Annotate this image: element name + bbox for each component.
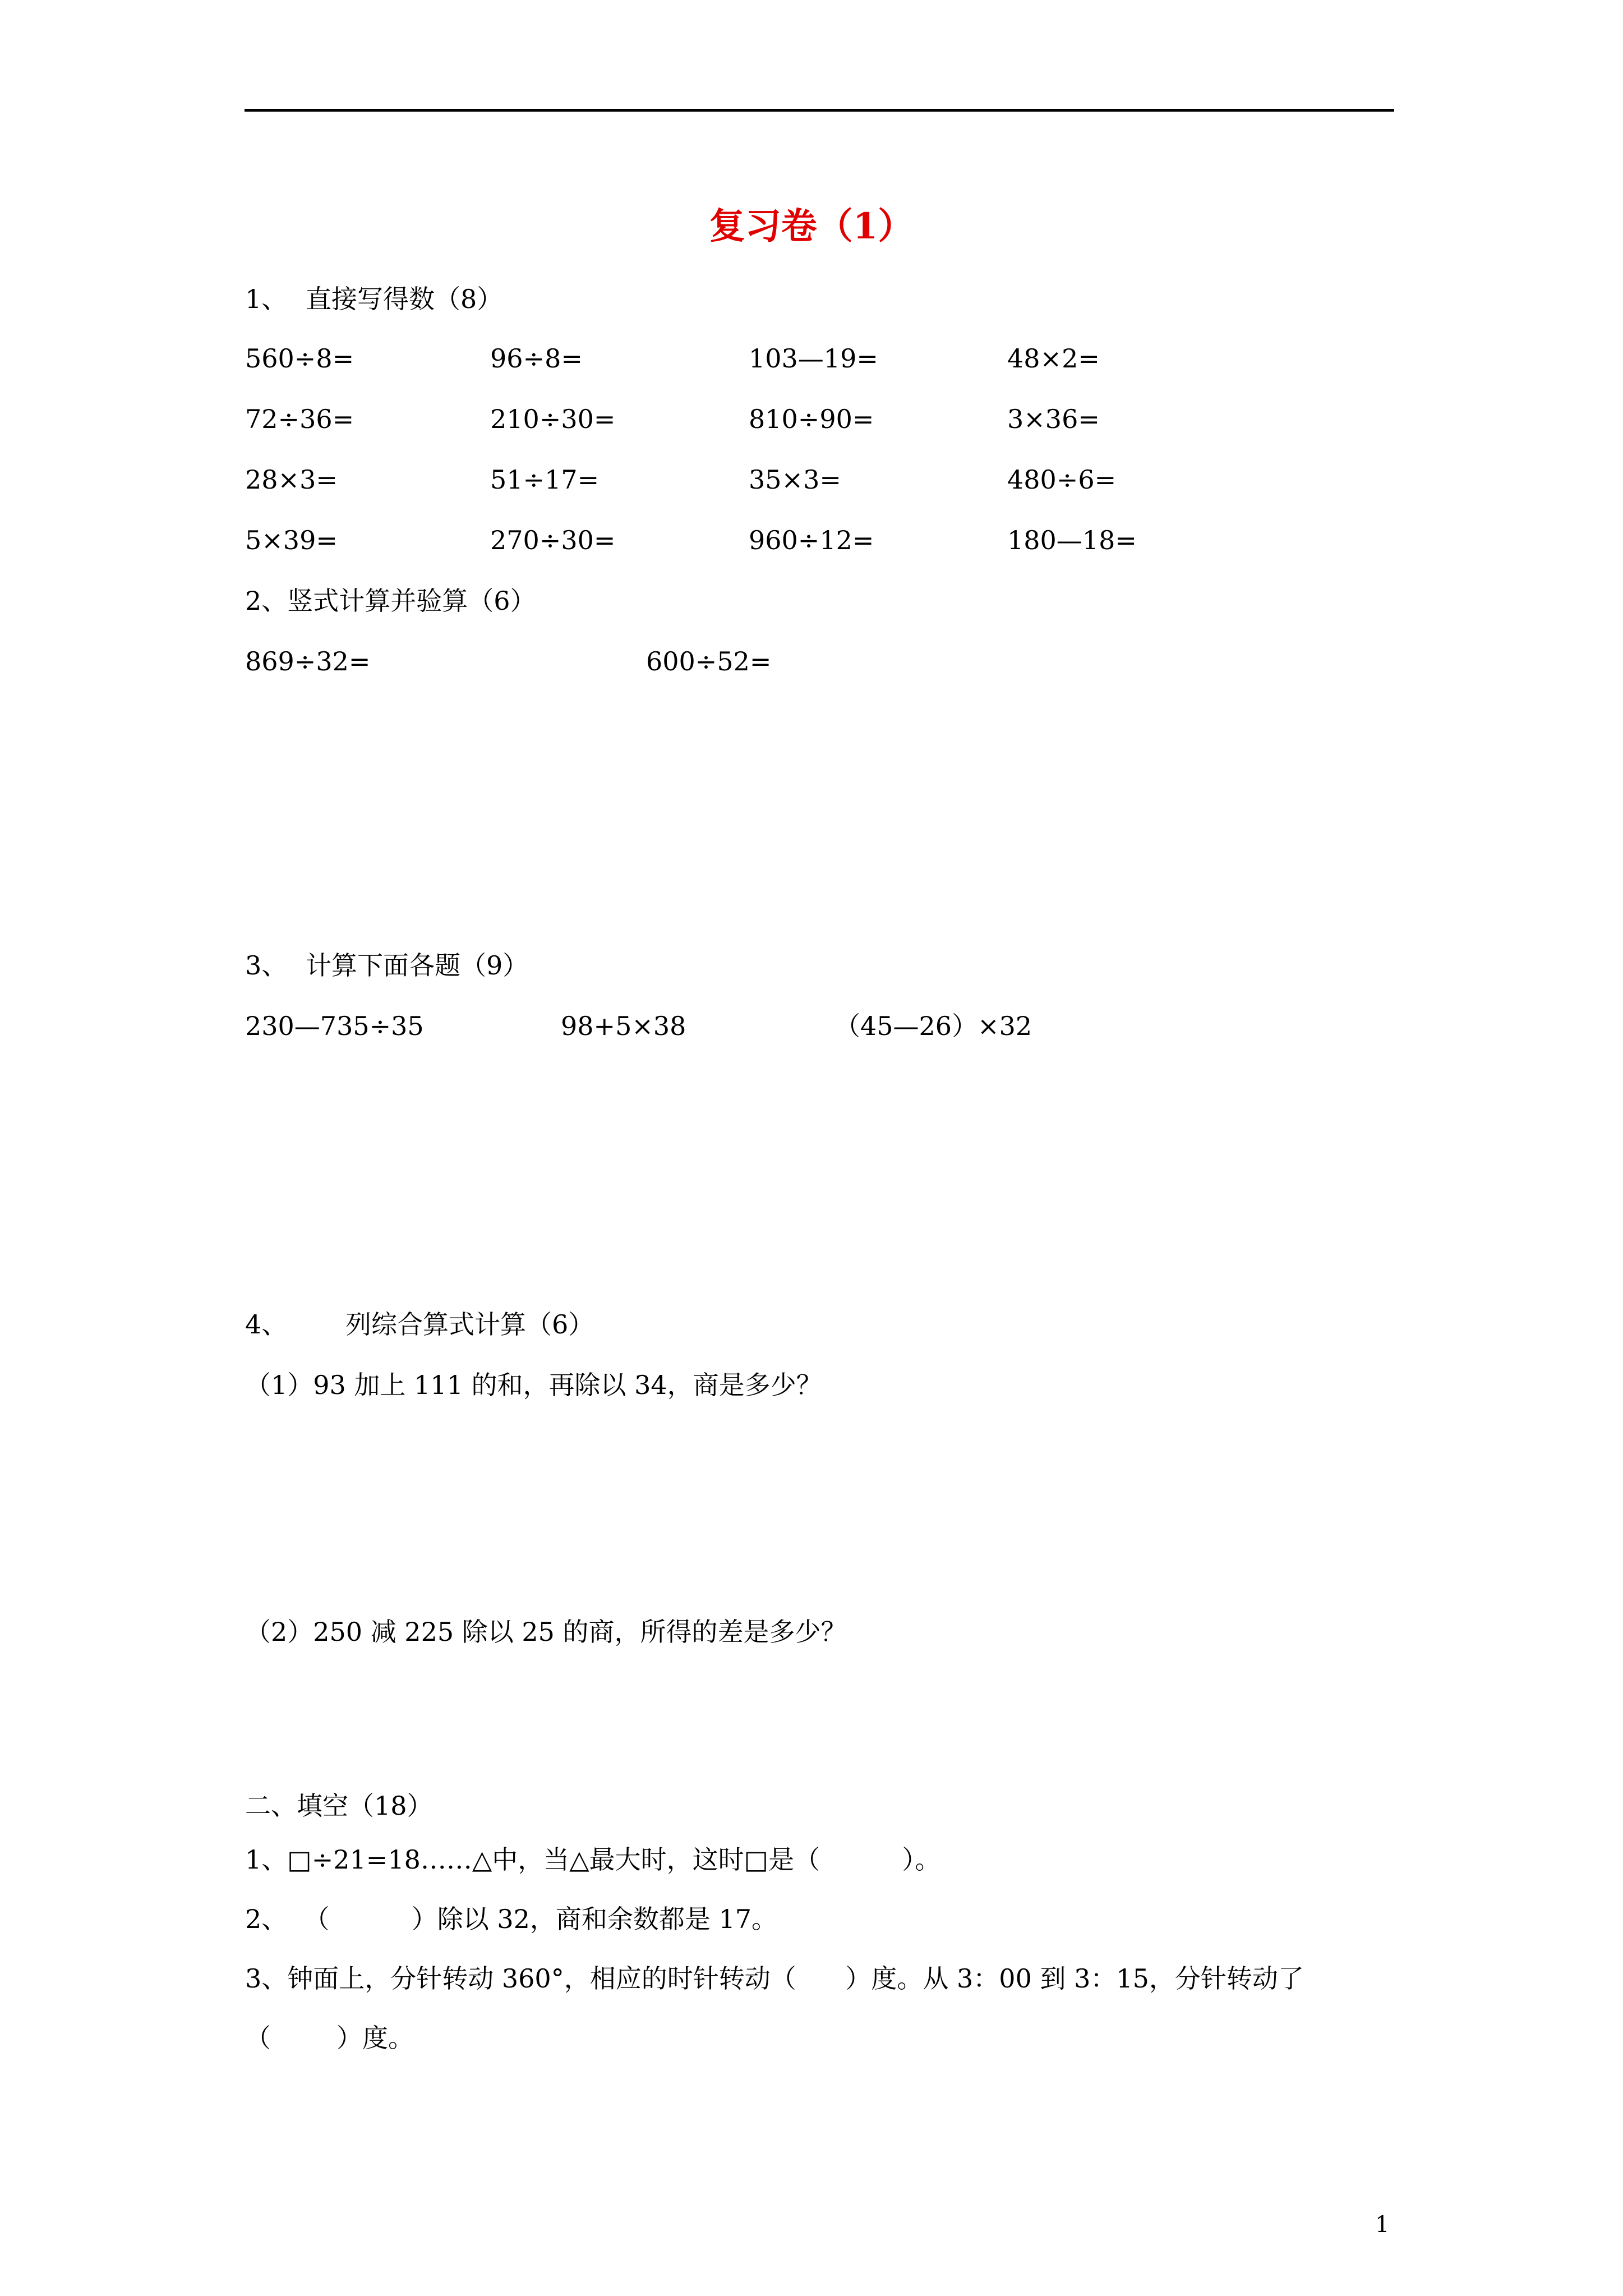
page-number: 1 [1375, 2212, 1390, 2238]
fill-question-3-continued: （ ）度。 [245, 2023, 414, 2053]
calc-item: 28×3= [245, 464, 338, 495]
calc-item: 5×39= [245, 525, 338, 555]
word-problem-1: （1）93 加上 111 的和，再除以 34，商是多少？ [245, 1370, 822, 1400]
calc-item: 3×36= [1007, 404, 1100, 434]
calc-item: 72÷36= [245, 404, 354, 434]
calc-item: 103—19= [749, 343, 878, 374]
calc-item: 96÷8= [490, 343, 583, 374]
vertical-calc-item: 869÷32= [245, 646, 371, 677]
calc-item: 270÷30= [490, 525, 616, 555]
calc-item: 48×2= [1007, 343, 1100, 374]
calc-item: 35×3= [749, 464, 841, 495]
calc-item: 560÷8= [245, 343, 354, 374]
fill-question-1: 1、□÷21=18……△中，当△最大时，这时□是（ ）。 [245, 1844, 941, 1875]
expression-item: 98+5×38 [561, 1011, 686, 1041]
section1-number: 1、 [245, 284, 288, 314]
section4-heading: 列综合算式计算（6） [345, 1309, 594, 1340]
header-rule [245, 109, 1394, 112]
section4-number: 4、 [245, 1309, 288, 1340]
calc-item: 51÷17= [490, 464, 600, 495]
calc-item: 180—18= [1007, 525, 1137, 555]
section3-number: 3、 [245, 950, 288, 981]
section3-heading: 计算下面各题（9） [306, 950, 529, 981]
section2-heading: 2、竖式计算并验算（6） [245, 586, 536, 616]
expression-item: （45—26）×32 [834, 1011, 1032, 1041]
fill-question-2: 2、 （ ）除以 32，商和余数都是 17。 [245, 1904, 778, 1934]
calc-item: 810÷90= [749, 404, 874, 434]
vertical-calc-item: 600÷52= [646, 646, 772, 677]
calc-item: 960÷12= [749, 525, 874, 555]
calc-item: 480÷6= [1007, 464, 1117, 495]
expression-item: 230—735÷35 [245, 1011, 424, 1041]
fill-question-3: 3、钟面上，分针转动 360°，相应的时针转动（ ）度。从 3：00 到 3：15，分针转动了 [245, 1963, 1304, 1994]
word-problem-2: （2）250 减 225 除以 25 的商，所得的差是多少？ [245, 1617, 847, 1647]
section1-heading: 直接写得数（8） [306, 284, 503, 314]
page-title: 复习卷（1） [709, 205, 914, 247]
fill-heading: 二、填空（18） [245, 1791, 433, 1821]
calc-item: 210÷30= [490, 404, 616, 434]
